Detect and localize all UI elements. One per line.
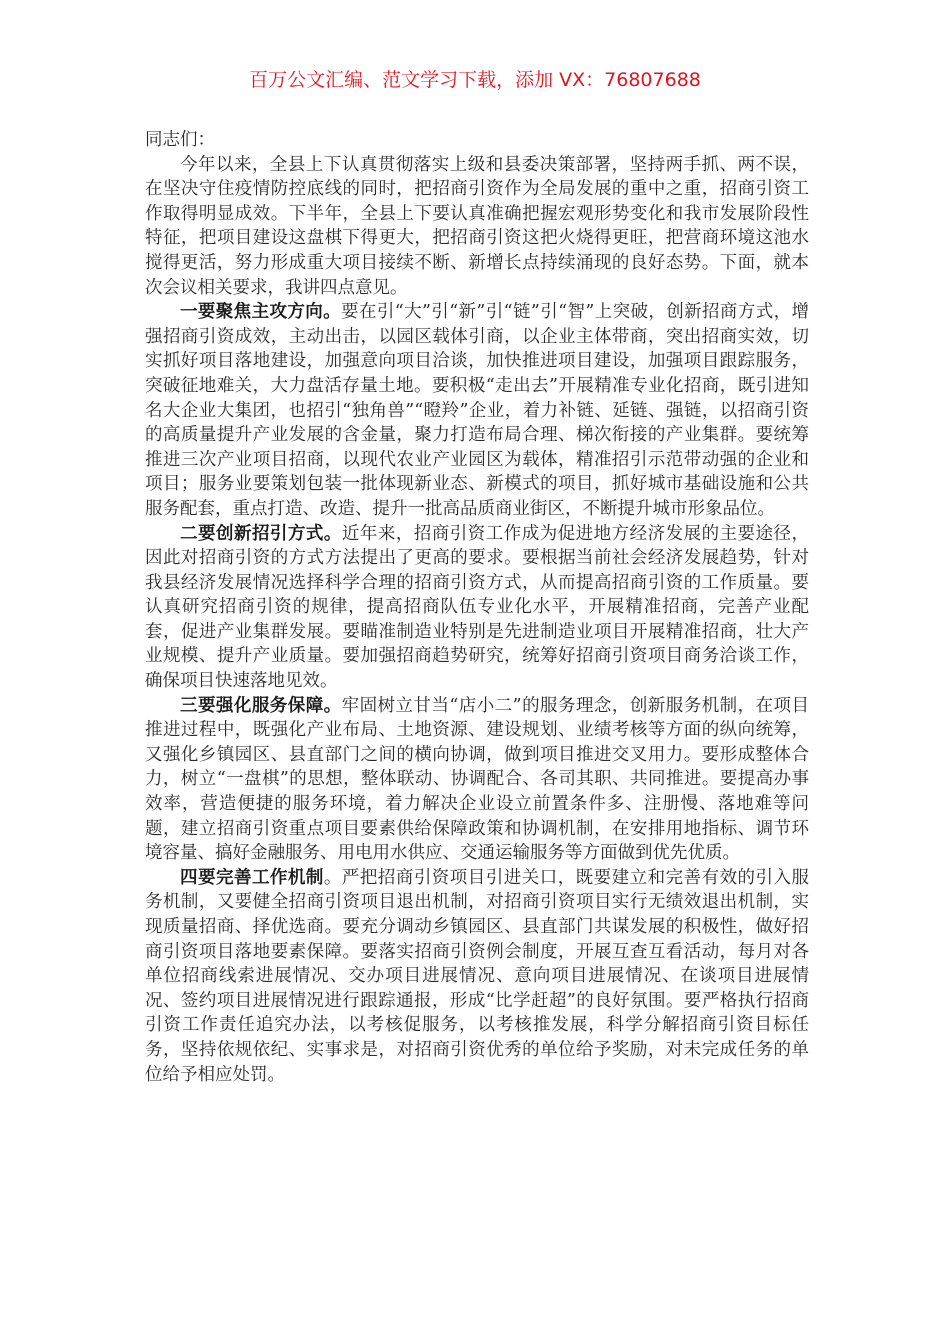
salutation: 同志们： bbox=[145, 130, 215, 150]
paragraph-intro bbox=[145, 153, 809, 301]
paragraph-text: 近年来，招商引资工作成为促进地方经济发展的主要途径，因此对招商引资的方式方法提出了更高的要求。要根据当前社会经济发展趋势，针对我县经济发展情况选择科学合理的招商引资方式，从而提高招商引资的工作质量。要认真研究招商引资的规律，提高招商队伍专业化水平，开展精准招商，完善产业配套，促进产业集群发展。要瞄准制造业特别是先进制造业项目开展精准招商，壮大产业规模、提升产业质量。要加强招商趋势研究，统筹好招商引资项目商务洽谈工作，确保项目快速落地见效。 bbox=[145, 523, 810, 692]
paragraph-text: 要在引“大”引“新”引“链”引“智”上突破，创新招商方式，增强招商引资成效，主动出击，以园区载体引商，以企业主体带商，突出招商实效，切实抓好项目落地建设，加强意向项目洽谈，加快推进项目建设，加强项目跟踪服务，突破征地难关，大力盘活存量土地。要积极“走出去”开展精准专业化招商，既引进知名大企业大集团，也招引“独角兽”“瞪羚”企业，着力补链、延链、强链，以招商引资的高质量提升产业发展的含金量，聚力打造布局合理、梯次衔接的产业集群。要统筹推进三次产业项目招商，以现代农业产业园区为载体，精准招引示范带动强的企业和项目；服务业要策划包装一批体现新业态、新模式的项目，抓好城市基础设施和公共服务配套，重点打造、改造、提升一批高品质商业街区，不断提升城市形象品位。 bbox=[145, 302, 810, 519]
paragraph-heading: 一要聚焦主攻方向。 bbox=[180, 302, 342, 323]
paragraph-text: 。严把招商引资项目引进关口，既要建立和完善有效的引入服务机制，又要健全招商引资项目退出机制，对招商引资项目实行无绩效退出机制，实现质量招商、择优选商。要充分调动乡镇园区、县直部门共谋发展的积极性，做好招商引资项目落地要素保障。要落实招商引资例会制度，开展互查互看活动，每月对各单位招商线索进展情况、交办项目进展情况、意向项目进展情况、在谈项目进展情况、签约项目进展情况进行跟踪通报，形成“比学赶超”的良好氛围。要严格执行招商引资工作责任追究办法，以考核促服务，以考核推发展，科学分解招商引资目标任务，坚持依规依纪、实事求是，对招商引资优秀的单位给予奖励，对未完成任务的单位给予相应处罚。 bbox=[145, 867, 810, 1085]
document-body bbox=[145, 128, 809, 1087]
paragraph-point-2 bbox=[145, 522, 809, 694]
paragraph-point-1 bbox=[145, 300, 809, 521]
paragraph-text: 牢固树立甘当“店小二”的服务理念，创新服务机制，在项目推进过程中，既强化产业布局、土地资源、建设规划、业绩考核等方面的纵向统筹，又强化乡镇园区、县直部门之间的横向协调，做到项目推进交叉用力。要形成整体合力，树立“一盘棋”的思想，整体联动、协调配合、各司其职、共同推进。要提高办事效率，营造便捷的服务环境，着力解决企业设立前置条件多、注册慢、落地难等问题，建立招商引资重点项目要素供给保障政策和协调机制，在安排用地指标、调节环境容量、搞好金融服务、用电用水供应、交通运输服务等方面做到优先优质。 bbox=[145, 695, 809, 864]
paragraph-point-4 bbox=[145, 866, 809, 1087]
paragraph-heading: 三要强化服务保障。 bbox=[180, 695, 342, 716]
paragraph-point-3 bbox=[145, 694, 809, 866]
paragraph-text: 今年以来，全县上下认真贯彻落实上级和县委决策部署，坚持两手抓、两不误，在坚决守住疫情防控底线的同时，把招商引资作为全局发展的重中之重，招商引资工作取得明显成效。下半年，全县上下要认真准确把握宏观形势变化和我市发展阶段性特征，把项目建设这盘棋下得更大，把招商引资这把火烧得更旺，把营商环境这池水搅得更活，努力形成重大项目接续不断、新增长点持续涌现的良好态势。下面，就本次会议相关要求，我讲四点意见。 bbox=[145, 154, 809, 298]
paragraph-heading: 二要创新招引方式。 bbox=[180, 523, 342, 544]
promo-banner: 百万公文汇编、范文学习下载，添加 VX：76807688 bbox=[249, 69, 701, 91]
paragraph-heading: 四要完善工作机制 bbox=[180, 867, 324, 888]
